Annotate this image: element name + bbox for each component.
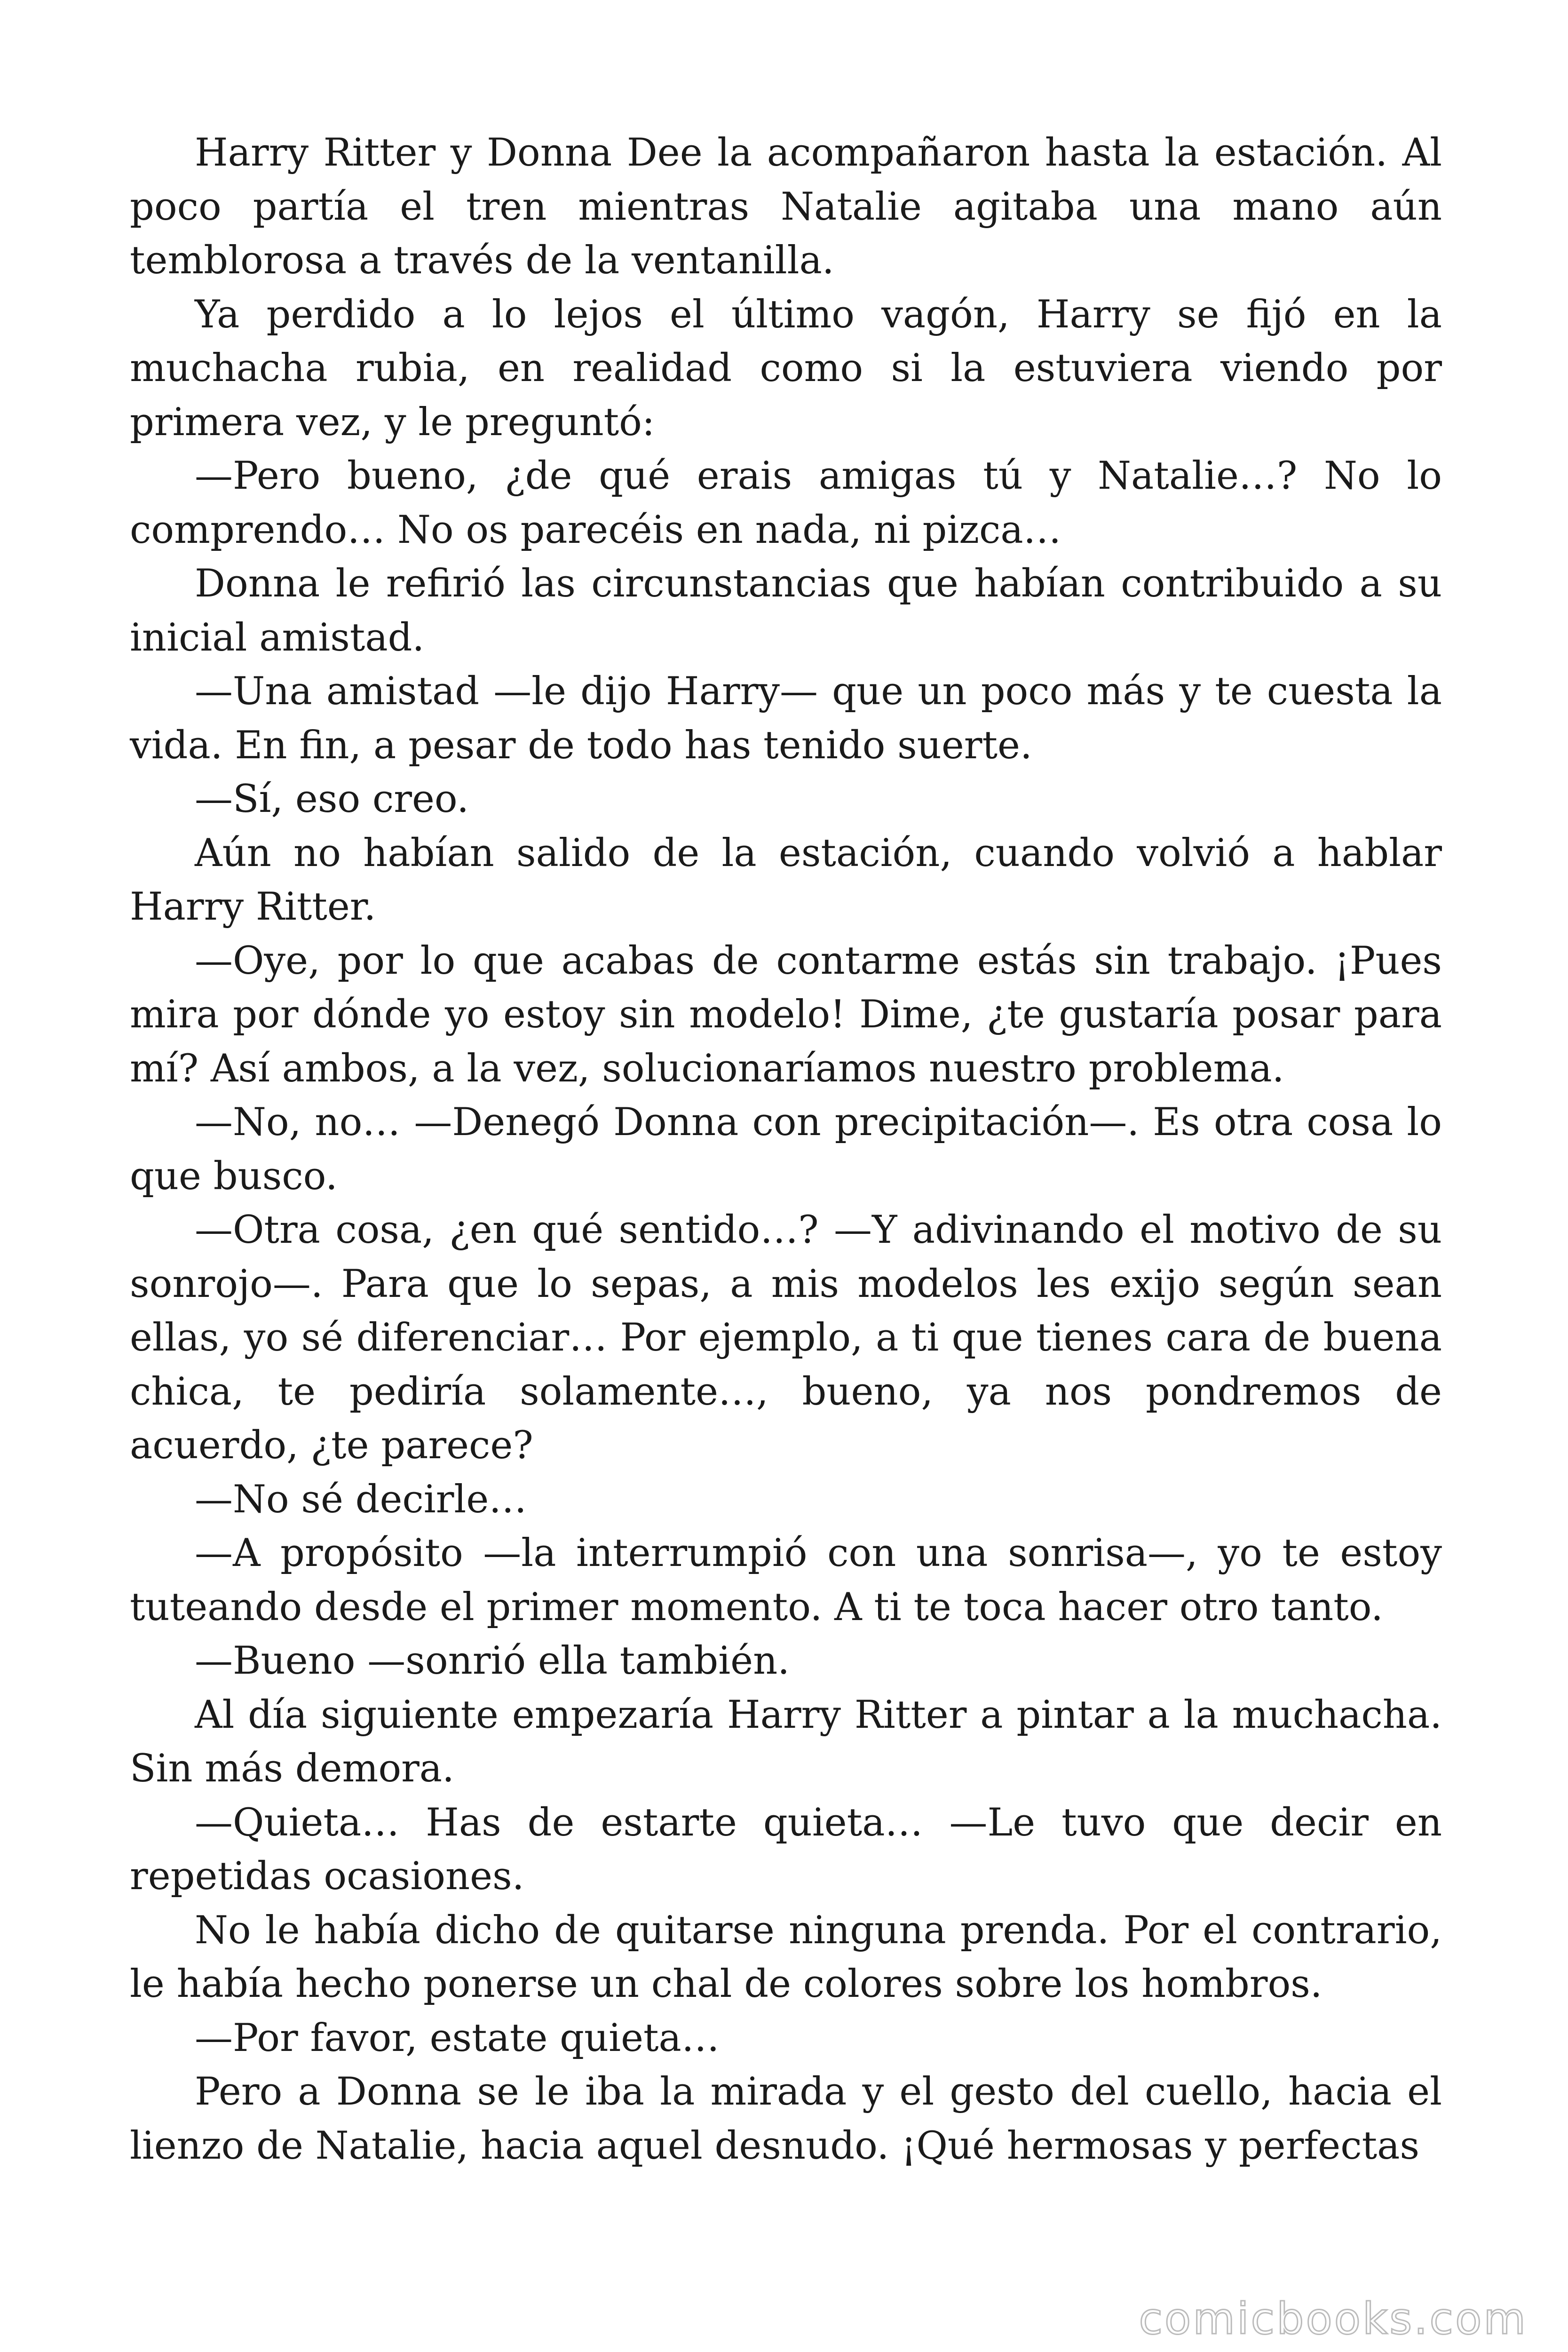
body-text <box>130 126 1442 2173</box>
paragraph: Donna le refirió las circunstancias que habían contribuido a su inicial amistad. <box>130 562 1442 660</box>
paragraph: —Una amistad —le dijo Harry— que un poco más y te cuesta la vida. En fin, a pesar de todo has tenido suerte. <box>130 669 1442 768</box>
paragraph: —Sí, eso creo. <box>195 777 469 821</box>
paragraph: Aún no habían salido de la estación, cuando volvió a hablar Harry Ritter. <box>130 831 1442 929</box>
paragraph: —Otra cosa, ¿en qué sentido…? —Y adivinando el motivo de su sonrojo—. Para que lo sepas, a mis modelos les exijo según sean ellas, yo sé diferenciar… Por ejemplo, a ti que tienes cara de buena chica, te pediría solamente…, bueno, ya nos pondremos de acuerdo, ¿te parece? <box>130 1208 1442 1468</box>
paragraph: —A propósito —la interrumpió con una sonrisa—, yo te estoy tuteando desde el primer momento. A ti te toca hacer otro tanto. <box>130 1531 1442 1629</box>
paragraph: —Bueno —sonrió ella también. <box>195 1639 790 1683</box>
paragraph: —No sé decirle… <box>195 1477 527 1522</box>
paragraph: No le había dicho de quitarse ninguna prenda. Por el contrario, le había hecho ponerse un chal de colores sobre los hombros. <box>130 1908 1442 2006</box>
paragraph: —Oye, por lo que acabas de contarme estás sin trabajo. ¡Pues mira por dónde yo estoy sin modelo! Dime, ¿te gustaría posar para mí? Así ambos, a la vez, solucionaríamos nuestro problema. <box>130 938 1442 1091</box>
paragraph: —Quieta… Has de estarte quieta… —Le tuvo que decir en repetidas ocasiones. <box>130 1800 1442 1899</box>
paragraph: Harry Ritter y Donna Dee la acompañaron hasta la estación. Al poco partía el tren mientras Natalie agitaba una mano aún temblorosa a través de la ventanilla. <box>130 131 1442 283</box>
paragraph: Pero a Donna se le iba la mirada y el gesto del cuello, hacia el lienzo de Natalie, hacia aquel desnudo. ¡Qué hermosas y perfectas <box>130 2070 1442 2168</box>
paragraph: Al día siguiente empezaría Harry Ritter a pintar a la muchacha. Sin más demora. <box>130 1692 1442 1791</box>
paragraph: —No, no… —Denegó Donna con precipitación—. Es otra cosa lo que busco. <box>130 1100 1442 1199</box>
paragraph: —Pero bueno, ¿de qué erais amigas tú y Natalie…? No lo comprendo… No os parecéis en nada, ni pizca… <box>130 454 1442 552</box>
paragraph: Ya perdido a lo lejos el último vagón, Harry se fijó en la muchacha rubia, en realidad como si la estuviera viendo por primera vez, y le preguntó: <box>130 292 1442 445</box>
paragraph: —Por favor, estate quieta… <box>195 2016 720 2060</box>
watermark: comicbooks.com <box>1139 2294 1528 2344</box>
